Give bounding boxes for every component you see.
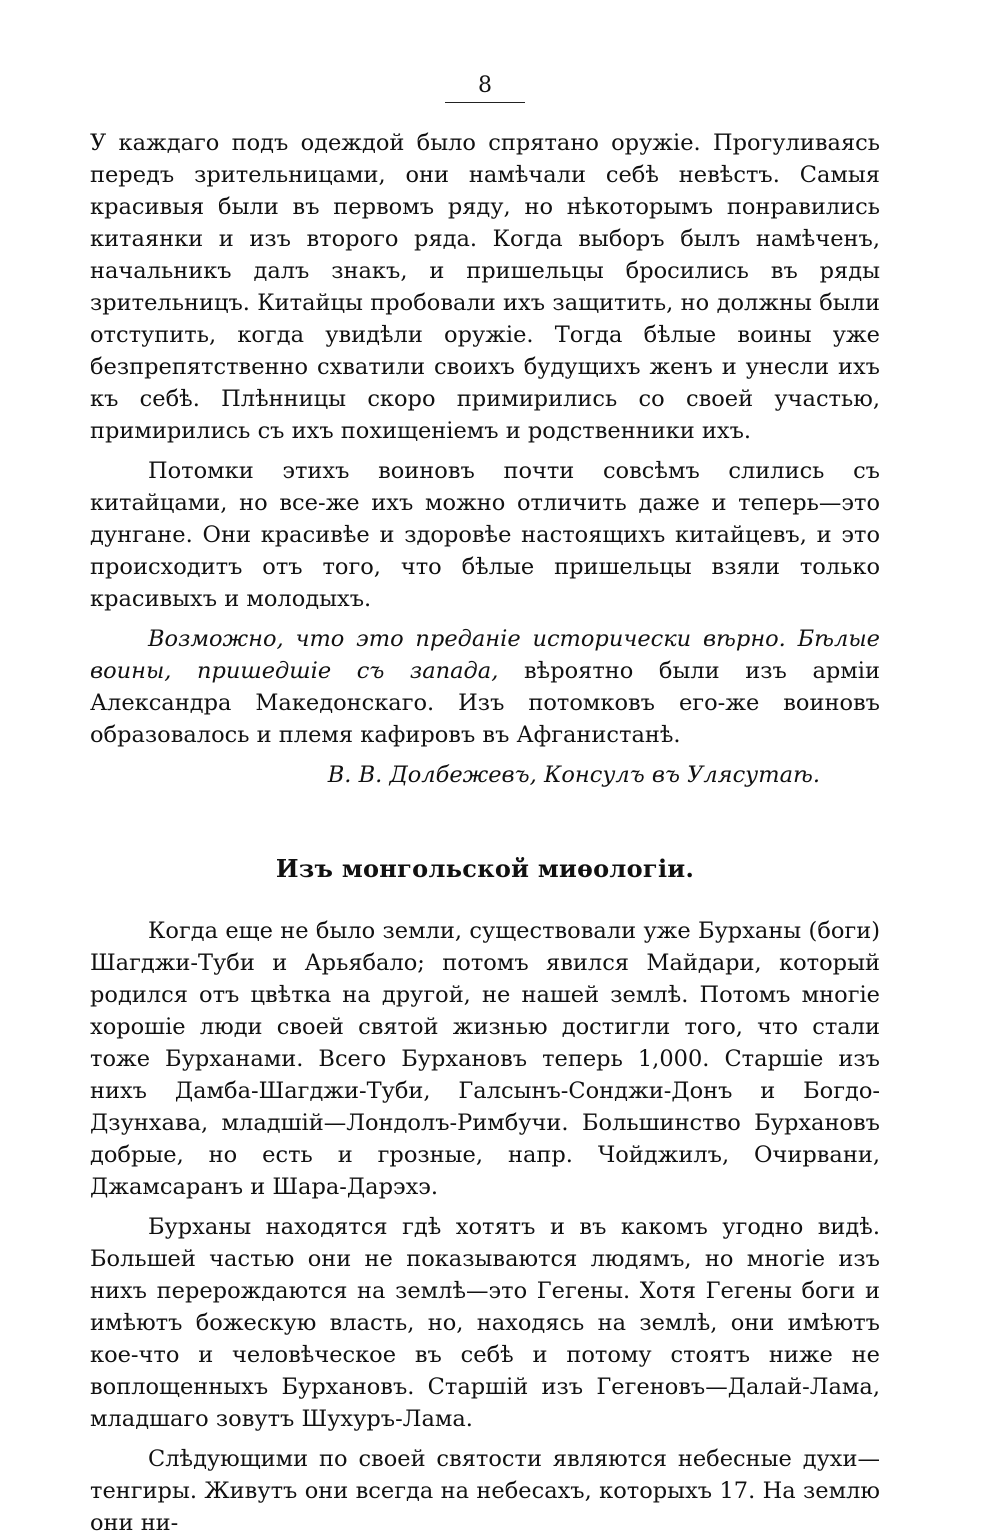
- paragraph-burkhans: Когда еще не было земли, существовали уже Бурханы (боги) Шагджи-Туби и Арьябало; потомъ явился Майдари, который родился отъ цвѣтка на другой, не нашей землѣ. Потомъ многiе хорошiе люди своей святой жизнью достигли того, что стали тоже Бурханами. Всего Бурхановъ теперь 1,000. Старшiе изъ нихъ Дамба-Шагджи-Туби, Галсынъ-Сонджи-Донъ и Богдо-Дзунхава, младшiй—Лондолъ-Римбучи. Большинство Бурхановъ добрые, но есть и грозные, напр. Чойджилъ, Очирвани, Джамсаранъ и Шара-Дарэхэ.: [90, 918, 880, 1200]
- page-number-rule: [445, 102, 525, 103]
- book-page: [90, 72, 880, 1539]
- paragraph-continuation: У каждаго подъ одеждой было спрятано оружiе. Прогуливаясь передъ зрительницами, они намѣчали себѣ невѣстъ. Самыя красивыя были въ первомъ ряду, но нѣкоторымъ понравились китаянки и изъ второго ряда. Когда выборъ былъ намѣченъ, начальникъ далъ знакъ, и пришельцы бросились въ ряды зрительницъ. Китайцы пробовали ихъ защитить, но должны были отступить, когда увидѣли оружiе. Тогда бѣлые воины уже безпрепятственно схватили своихъ будущихъ женъ и унесли ихъ къ себѣ. Плѣнницы скоро примирились со своей участью, примирились съ ихъ похищенiемъ и родственники ихъ.: [90, 130, 880, 444]
- section-title: Изъ монгольской миѳологiи.: [275, 854, 695, 883]
- paragraph-tengirs: Слѣдующими по своей святости являются небесные духи—тенгиры. Живутъ они всегда на небесахъ, которыхъ 17. На землю они ни-: [90, 1446, 880, 1536]
- paragraph-dungans: Потомки этихъ воиновъ почти совсѣмъ слились съ китайцами, но все-же ихъ можно отличить даже и теперь—это дунгане. Они красивѣе и здоровѣе настоящихъ китайцевъ, и это происходитъ отъ того, что бѣлые пришельцы взяли только красивыхъ и молодыхъ.: [90, 458, 880, 612]
- historical-note-italic: Возможно, что это преданiе исторически вѣрно. Бѣлые воины, пришедшiе съ запада,: [90, 626, 880, 684]
- page-number: 8: [478, 73, 492, 98]
- author-signature: В. В. Долбежевъ, Консулъ въ Улясутаѣ.: [327, 762, 820, 788]
- historical-note-text: вѣроятно были изъ армiи Александра Македонскаго. Изъ потомковъ его-же воиновъ образовалось и племя кафировъ въ Афганистанѣ.: [90, 658, 880, 748]
- paragraph-gegens: Бурханы находятся гдѣ хотятъ и въ какомъ угодно видѣ. Большей частью они не показываются людямъ, но многiе изъ нихъ перерождаются на землѣ—это Гегены. Хотя Гегены боги и имѣютъ божескую власть, но, находясь на землѣ, они имѣютъ кое-что и человѣческое въ себѣ и потому стоятъ ниже не воплощенныхъ Бурхановъ. Старшiй изъ Гегеновъ—Далай-Лама, младшаго зовутъ Шухуръ-Лама.: [90, 1214, 880, 1432]
- paragraph-historical-note: [90, 623, 880, 751]
